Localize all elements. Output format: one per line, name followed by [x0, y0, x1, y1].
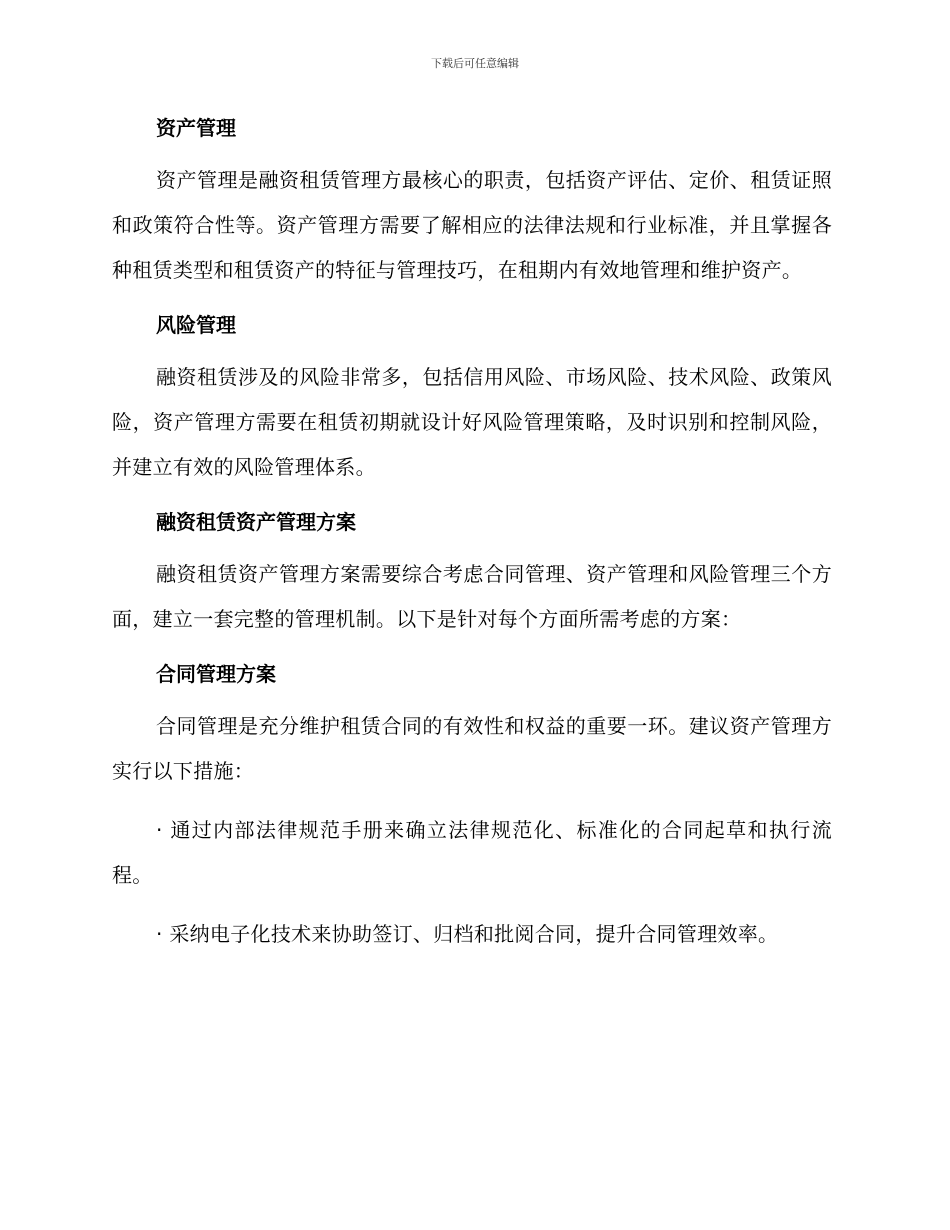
paragraph-contract-plan: 合同管理是充分维护租赁合同的有效性和权益的重要一环。建议资产管理方实行以下措施：: [112, 714, 832, 783]
bullet-item-electronic-contracts: · 采纳电子化技术来协助签订、归档和批阅合同，提升合同管理效率。: [156, 922, 779, 946]
section-heading-risk-management: 风险管理: [156, 313, 236, 337]
document-body: [112, 110, 832, 957]
paragraph-asset-management: 资产管理是融资租赁管理方最核心的职责，包括资产评估、定价、租赁证照和政策符合性等。资产管理方需要了解相应的法律法规和行业标准，并且掌握各种租赁类型和租赁资产的特征与管理技巧，在租期内有效地管理和维护资产。: [112, 168, 832, 282]
section-heading-leasing-plan: 融资租赁资产管理方案: [156, 510, 356, 534]
paragraph-risk-management: 融资租赁涉及的风险非常多，包括信用风险、市场风险、技术风险、政策风险，资产管理方需要在租赁初期就设计好风险管理策略，及时识别和控制风险，并建立有效的风险管理体系。: [112, 365, 832, 479]
section-heading-contract-plan: 合同管理方案: [156, 662, 276, 686]
header-note: 下载后可任意编辑: [431, 57, 519, 70]
bullet-item-legal-manual: · 通过内部法律规范手册来确立法律规范化、标准化的合同起草和执行流程。: [112, 818, 832, 887]
section-heading-asset-management: 资产管理: [156, 116, 236, 140]
paragraph-leasing-plan: 融资租赁资产管理方案需要综合考虑合同管理、资产管理和风险管理三个方面，建立一套完整的管理机制。以下是针对每个方面所需考虑的方案：: [112, 562, 832, 631]
